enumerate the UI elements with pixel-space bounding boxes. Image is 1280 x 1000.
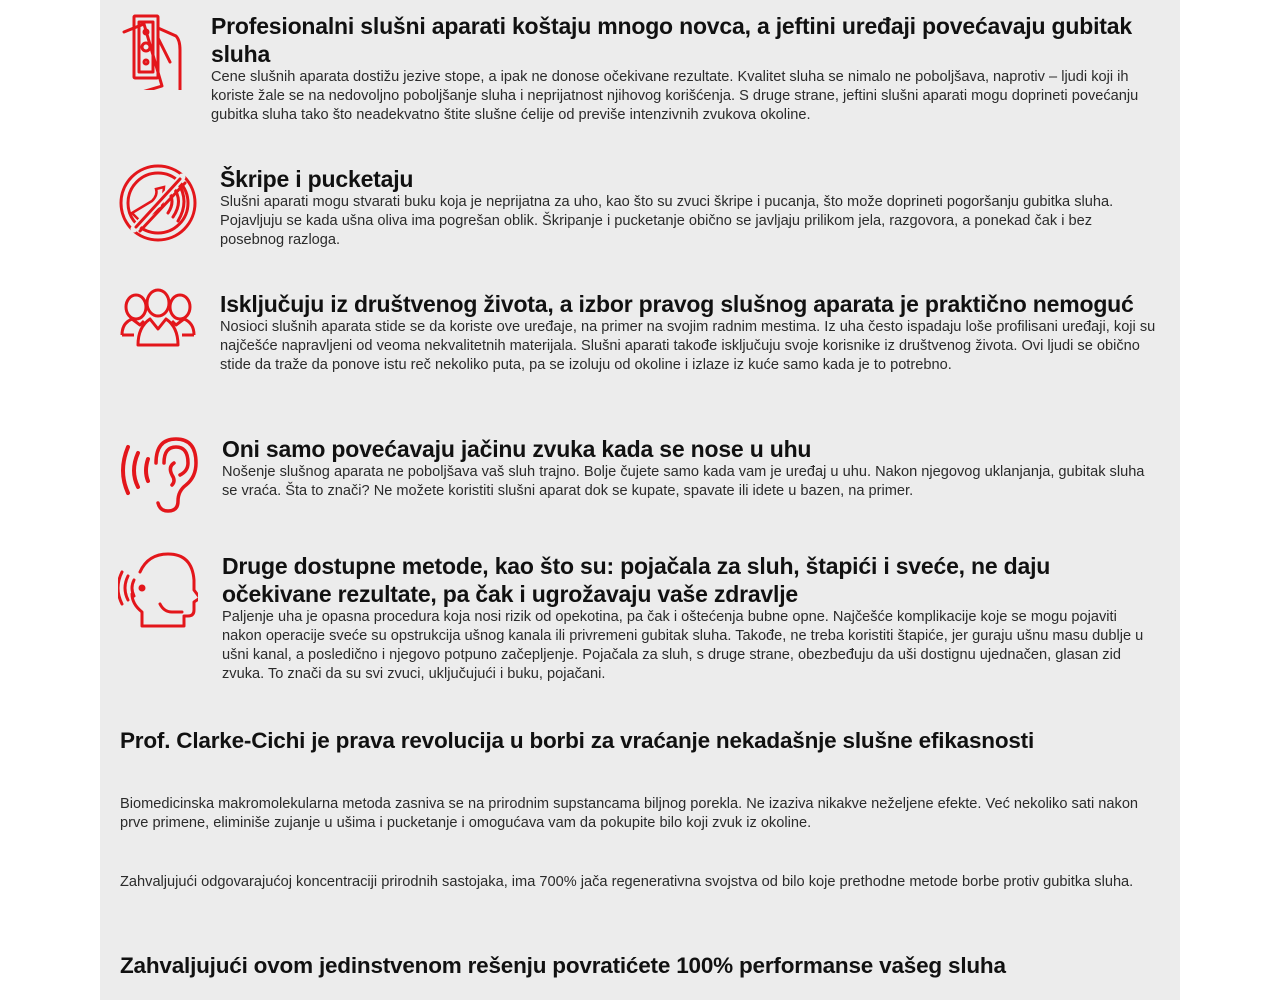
people-group-icon [118,285,198,365]
section-heading: Zahvaljujući ovom jedinstvenom rešenju povratićete 100% performanse vašeg sluha [120,953,1006,978]
article-content [100,0,1180,1000]
money-hand-icon [118,10,198,90]
section-heading: Prof. Clarke-Cichi je prava revolucija u borbi za vraćanje nekadašnje slušne efikasnosti [120,728,1035,753]
feature-title: Isključuju iz društvenog života, a izbor pravog slušnog aparata je praktično nemoguć [220,291,1134,317]
feature-title: Profesionalni slušni aparati koštaju mnogo novca, a jeftini uređaji povećavaju gubitak sluha [211,13,1132,67]
feature-body: Cene slušnih aparata dostižu jezive stope, a ipak ne donose očekivane rezultate. Kvalitet sluha se nimalo ne poboljšava, naprotiv – ljudi koji ih koriste žale se na nedovoljno poboljšanje sluha i neprijatnost njihovog korišćenja. S druge strane, jeftini slušni aparati mogu doprineti povećanju gubitka sluha tako što neadekvatno štite slušne ćelije od previše intenzivnih zvukova okoline. [211,69,1139,123]
ear-sound-icon [118,433,198,513]
no-noise-icon [118,163,198,243]
feature-title: Druge dostupne metode, kao što su: pojačala za sluh, štapići i sveće, ne daju očekivane rezultate, pa čak i ugrožavaju vaše zdravlje [222,553,1051,607]
paragraph: Biomedicinska makromolekularna metoda zasniva se na prirodnim supstancama biljnog porekla. Ne izaziva nikakve neželjene efekte. Već nekoliko sati nakon prve primene, eliminiše zujanje u ušima i pucketanje i omogućava vam da pokupite bilo koji zvuk iz okoline. [120,796,1139,831]
feature-body: Slušni aparati mogu stvarati buku koja je neprijatna za uho, kao što su zvuci škripe i pucanja, što može doprineti pogoršanju gubitka sluha. Pojavljuju se kada ušna oliva ima pogrešan oblik. Škripanje i pucketanje obično se javljaju prilikom jela, razgovora, a ponekad čak i bez posebnog razloga. [220,194,1114,248]
feature-body: Nosioci slušnih aparata stide se da koriste ove uređaje, na primer na svojim radnim mestima. Iz uha često ispadaju loše profilisani uređaji, koji su najčešće napravljeni od veoma nekvalitetnih materijala. Slušni aparati takođe isključuju svoje korisnike iz društvenog života. Ovi ljudi se obično stide da traže da ponove istu reč nekoliko puta, pa se izoluju od okoline i izlaze iz kuće samo kada je to potrebno. [220,319,1156,373]
feature-title: Oni samo povećavaju jačinu zvuka kada se nose u uhu [222,436,812,462]
paragraph: Zahvaljujući odgovarajućoj koncentraciji prirodnih sastojaka, ima 700% jača regenerativna svojstva od bilo koje prethodne metode borbe protiv gubitka sluha. [120,874,1134,890]
head-sound-icon [118,550,198,630]
feature-title: Škripe i pucketaju [220,166,414,192]
feature-body: Nošenje slušnog aparata ne poboljšava vaš sluh trajno. Bolje čujete samo kada vam je uređaj u uhu. Nakon njegovog uklanjanja, gubitak sluha se vraća. Šta to znači? Ne možete koristiti slušni aparat dok se kupate, spavate ili idete u bazen, na primer. [222,464,1145,499]
feature-body: Paljenje uha je opasna procedura koja nosi rizik od opekotina, pa čak i oštećenja bubne opne. Najčešće komplikacije koje se mogu pojaviti nakon operacije sveće su opstrukcija ušnog kanala ili privremeni gubitak sluha. Takođe, ne treba koristiti štapiće, jer guraju ušnu masu dublje u ušni kanal, a posledično i njegovo potpuno začepljenje. Pojačala za sluh, s druge strane, obezbeđuju da uši dostignu ujednačen, glasan zid zvuka. To znači da su svi zvuci, uključujući i buku, pojačani. [222,609,1144,682]
